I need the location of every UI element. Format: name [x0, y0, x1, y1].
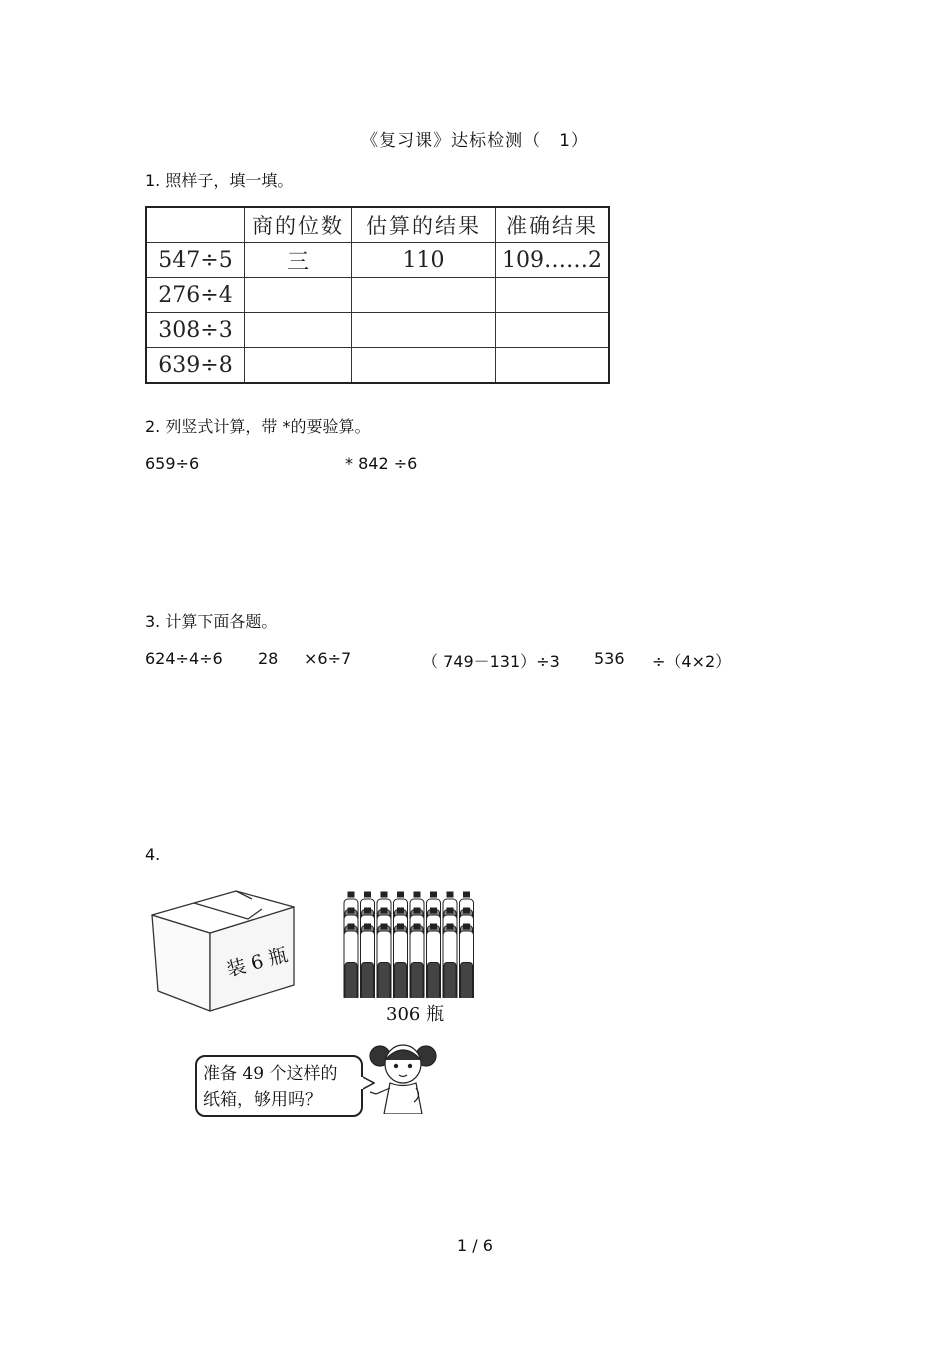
table-cell — [352, 348, 496, 384]
table-row — [146, 243, 609, 278]
table-header-cell: 估算的结果 — [352, 207, 496, 243]
table-cell: 308÷3 — [146, 313, 245, 348]
question-2-heading: 2. 列竖式计算，带 *的要验算。 — [145, 417, 371, 436]
table-header-cell — [146, 207, 245, 243]
expression: 28 — [258, 649, 279, 668]
expression: ×6÷7 — [304, 649, 352, 668]
table-cell: 三 — [245, 243, 352, 278]
table-row — [146, 313, 609, 348]
bottle-icon — [410, 924, 424, 998]
table-row — [146, 348, 609, 384]
table-cell — [496, 278, 610, 313]
table-cell: 547÷5 — [146, 243, 245, 278]
table-cell — [352, 313, 496, 348]
page-title: 《复习课》达标检测（ 1） — [361, 131, 589, 151]
girl-icon — [368, 1036, 440, 1114]
question-4-heading: 4. — [145, 845, 161, 864]
table-cell: 639÷8 — [146, 348, 245, 384]
expression: * 842 ÷6 — [345, 454, 418, 473]
bottle-icon — [460, 924, 474, 998]
table-cell — [352, 278, 496, 313]
table-cell: 109……2 — [496, 243, 610, 278]
bottles-caption: 306 瓶 — [386, 1004, 445, 1025]
speech-bubble — [195, 1055, 363, 1117]
expression: 659÷6 — [145, 454, 200, 473]
table-cell — [496, 348, 610, 384]
bottles-illustration — [340, 890, 482, 998]
bubble-line: 准备 49 个这样的 — [203, 1064, 338, 1084]
bottle-icon — [361, 924, 375, 998]
table-cell — [245, 313, 352, 348]
bottle-icon — [377, 924, 391, 998]
table-cell: 276÷4 — [146, 278, 245, 313]
table-header-cell: 商的位数 — [245, 207, 352, 243]
table-header-row — [146, 207, 609, 243]
bottle-icon — [344, 924, 358, 998]
table-cell — [496, 313, 610, 348]
cardboard-box-illustration — [148, 885, 300, 1015]
expression: （ 749－131）÷3 — [422, 652, 560, 671]
question-1-heading: 1. 照样子，填一填。 — [145, 171, 294, 190]
table-cell: 110 — [352, 243, 496, 278]
box-label: 装 6 瓶 — [224, 943, 291, 982]
example-table — [145, 206, 610, 384]
table-cell — [245, 278, 352, 313]
bubble-line: 纸箱，够用吗？ — [203, 1090, 322, 1110]
page-number: 1 / 6 — [457, 1236, 493, 1255]
bottle-icon — [394, 924, 408, 998]
expression: ÷（4×2） — [652, 652, 732, 671]
table-row — [146, 278, 609, 313]
expression: 536 — [594, 649, 625, 668]
table-header-cell: 准确结果 — [496, 207, 610, 243]
question-3-heading: 3. 计算下面各题。 — [145, 612, 278, 631]
bottle-icon — [443, 924, 457, 998]
expression: 624÷4÷6 — [145, 649, 223, 668]
table-cell — [245, 348, 352, 384]
bottle-icon — [427, 924, 441, 998]
